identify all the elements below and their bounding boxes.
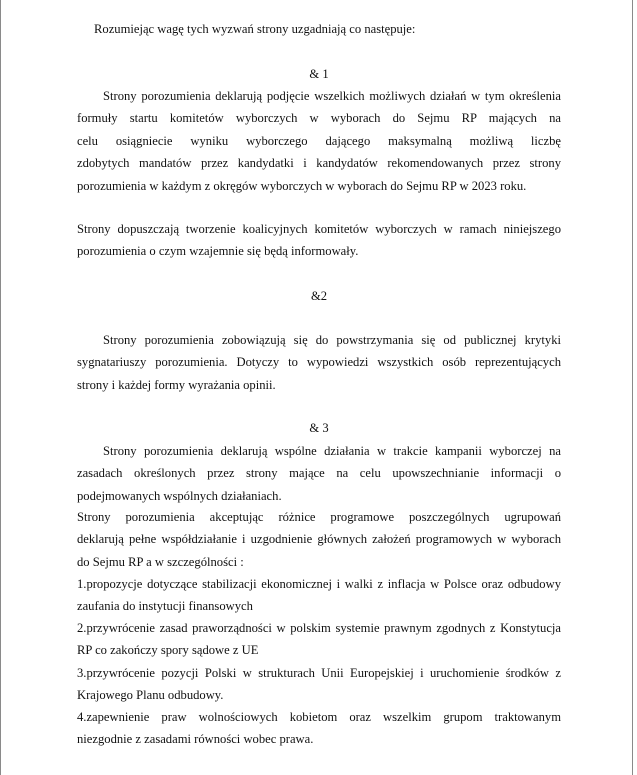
section-1-heading — [77, 63, 561, 85]
list-item-3 — [77, 662, 561, 707]
page-edge-left — [0, 0, 1, 775]
section-heading: & 3 — [309, 421, 329, 435]
text-line: deklarują pełne współdziałanie i uzgodnienie głównych założeń programowych w wyborach — [77, 532, 561, 547]
section-2-paragraph-1 — [77, 329, 561, 396]
section-3-paragraph-2 — [77, 506, 561, 573]
text-line: zdobytych mandatów przez kandydatki i kandydatów rekomendowanych przez strony — [77, 156, 561, 171]
text-line: podejmowanych wspólnych działaniach. — [77, 488, 282, 503]
section-3-heading — [77, 417, 561, 439]
text-line: strony i każdej formy wyrażania opinii. — [77, 377, 276, 392]
page-edge-right — [632, 0, 633, 775]
section-1-paragraph-2 — [77, 218, 561, 263]
section-heading: & 1 — [309, 67, 329, 81]
text-line: sygnatariuszy porozumienia. Dotyczy to wypowiedzi wszystkich osób reprezentujących — [77, 355, 561, 370]
text-line: formuły startu komitetów wyborczych w wyborach do Sejmu RP mających na — [77, 111, 561, 126]
intro-paragraph — [77, 18, 561, 40]
list-item-1 — [77, 573, 561, 618]
text-line: Strony porozumienia deklarują wspólne działania w trakcie kampanii wyborczej na — [103, 444, 561, 458]
list-item-line: RP co zakończy spory sądowe z UE — [77, 643, 259, 658]
section-heading: &2 — [310, 289, 328, 303]
list-item-line: zaufania do instytucji finansowych — [77, 599, 253, 614]
text-line: Strony porozumienia akceptując różnice programowe poszczególnych ugrupowań — [77, 510, 561, 524]
list-item-line: 2.przywrócenie zasad praworządności w polskim systemie prawnym zgodnych z Konstytucja — [77, 621, 561, 635]
section-2-heading — [77, 285, 561, 307]
list-item-2 — [77, 617, 561, 662]
text-line: Strony dopuszczają tworzenie koalicyjnych komitetów wyborczych w ramach niniejszego — [77, 222, 561, 236]
list-item-line: 1.propozycje dotyczące stabilizacji ekonomicznej i walki z inflacja w Polsce oraz odbudowy — [77, 577, 561, 591]
list-item-line: 4.zapewnienie praw wolnościowych kobietom oraz wszelkim grupom traktowanym — [77, 710, 561, 724]
text-line: porozumienia w każdym z okręgów wyborczych w wyborach do Sejmu RP w 2023 roku. — [77, 178, 527, 193]
text-line: celu osiągniecie wyniku wyborczego dającego maksymalną możliwą liczbę — [77, 133, 561, 148]
list-item-line: Krajowego Planu odbudowy. — [77, 688, 224, 703]
list-item-line: 3.przywrócenie pozycji Polski w strukturach Unii Europejskiej i uruchomienie środków z — [77, 666, 561, 680]
section-1-paragraph-1 — [77, 85, 561, 197]
list-item-4 — [77, 706, 561, 751]
text-line: porozumienia o czym wzajemnie się będą informowały. — [77, 244, 359, 259]
list-item-line: niezgodnie z zasadami równości wobec prawa. — [77, 732, 314, 747]
text-line: do Sejmu RP a w szczególności : — [77, 554, 244, 569]
text-line: Strony porozumienia deklarują podjęcie wszelkich możliwych działań w tym określenia — [103, 89, 561, 103]
text-line: zasadach określonych przez strony mające na celu upowszechnianie informacji o — [77, 466, 561, 481]
section-3-paragraph-1 — [77, 440, 561, 507]
text-line: Strony porozumienia zobowiązują się do powstrzymania się od publicznej krytyki — [103, 333, 561, 347]
intro-line: Rozumiejąc wagę tych wyzwań strony uzgadniają co następuje: — [94, 22, 416, 36]
